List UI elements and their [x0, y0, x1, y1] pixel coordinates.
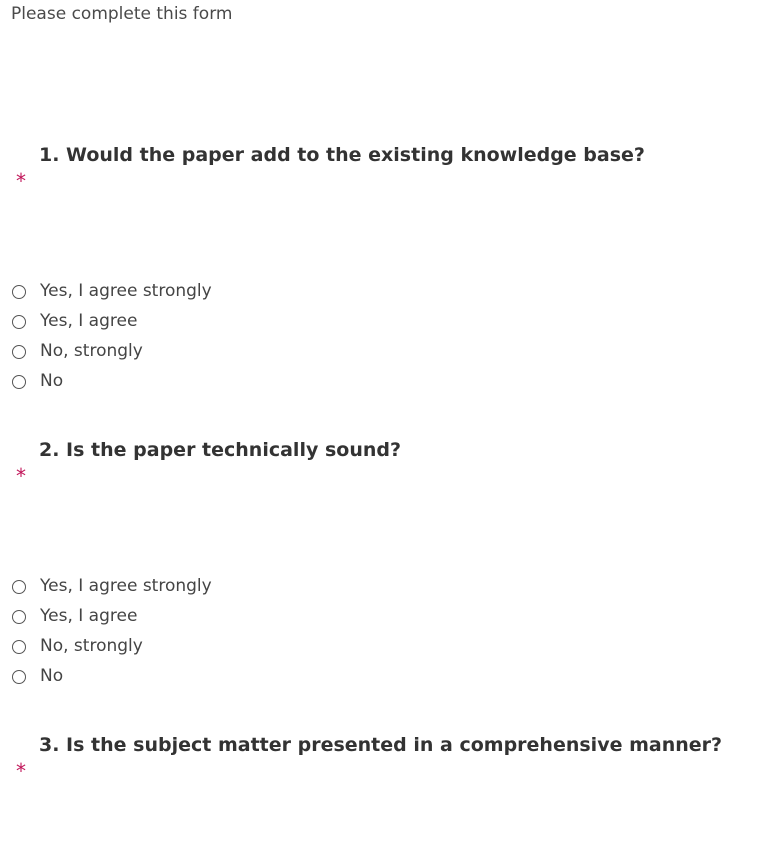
radio-option-q2-yes[interactable]: [0, 607, 400, 637]
question-title: 3. Is the subject matter presented in a comprehensive manner?: [39, 734, 723, 756]
radio-option-q1-no-strongly[interactable]: [0, 342, 400, 372]
radio-button[interactable]: [12, 315, 26, 329]
required-marker: *: [16, 169, 26, 193]
required-marker: *: [16, 759, 26, 783]
option-label[interactable]: No: [40, 666, 64, 686]
radio-button[interactable]: [12, 345, 26, 359]
option-label[interactable]: No: [40, 371, 64, 391]
option-label[interactable]: Yes, I agree: [40, 311, 138, 331]
radio-button[interactable]: [12, 610, 26, 624]
radio-button[interactable]: [12, 640, 26, 654]
radio-button[interactable]: [12, 375, 26, 389]
option-label[interactable]: Yes, I agree strongly: [40, 576, 212, 596]
radio-button[interactable]: [12, 580, 26, 594]
radio-button[interactable]: [12, 670, 26, 684]
question-title: 1. Would the paper add to the existing knowledge base?: [39, 144, 645, 166]
radio-button[interactable]: [12, 285, 26, 299]
radio-option-q2-yes-strongly[interactable]: [0, 577, 400, 607]
option-label[interactable]: No, strongly: [40, 341, 143, 361]
radio-option-q1-yes-strongly[interactable]: [0, 282, 400, 312]
option-label[interactable]: Yes, I agree strongly: [40, 281, 212, 301]
radio-option-q1-no[interactable]: [0, 372, 400, 402]
option-label[interactable]: No, strongly: [40, 636, 143, 656]
radio-option-q1-yes[interactable]: [0, 312, 400, 342]
radio-option-q2-no-strongly[interactable]: [0, 637, 400, 667]
question-title: 2. Is the paper technically sound?: [39, 439, 401, 461]
required-marker: *: [16, 464, 26, 488]
form-intro: Please complete this form: [11, 4, 233, 24]
option-label[interactable]: Yes, I agree: [40, 606, 138, 626]
radio-option-q2-no[interactable]: [0, 667, 400, 697]
